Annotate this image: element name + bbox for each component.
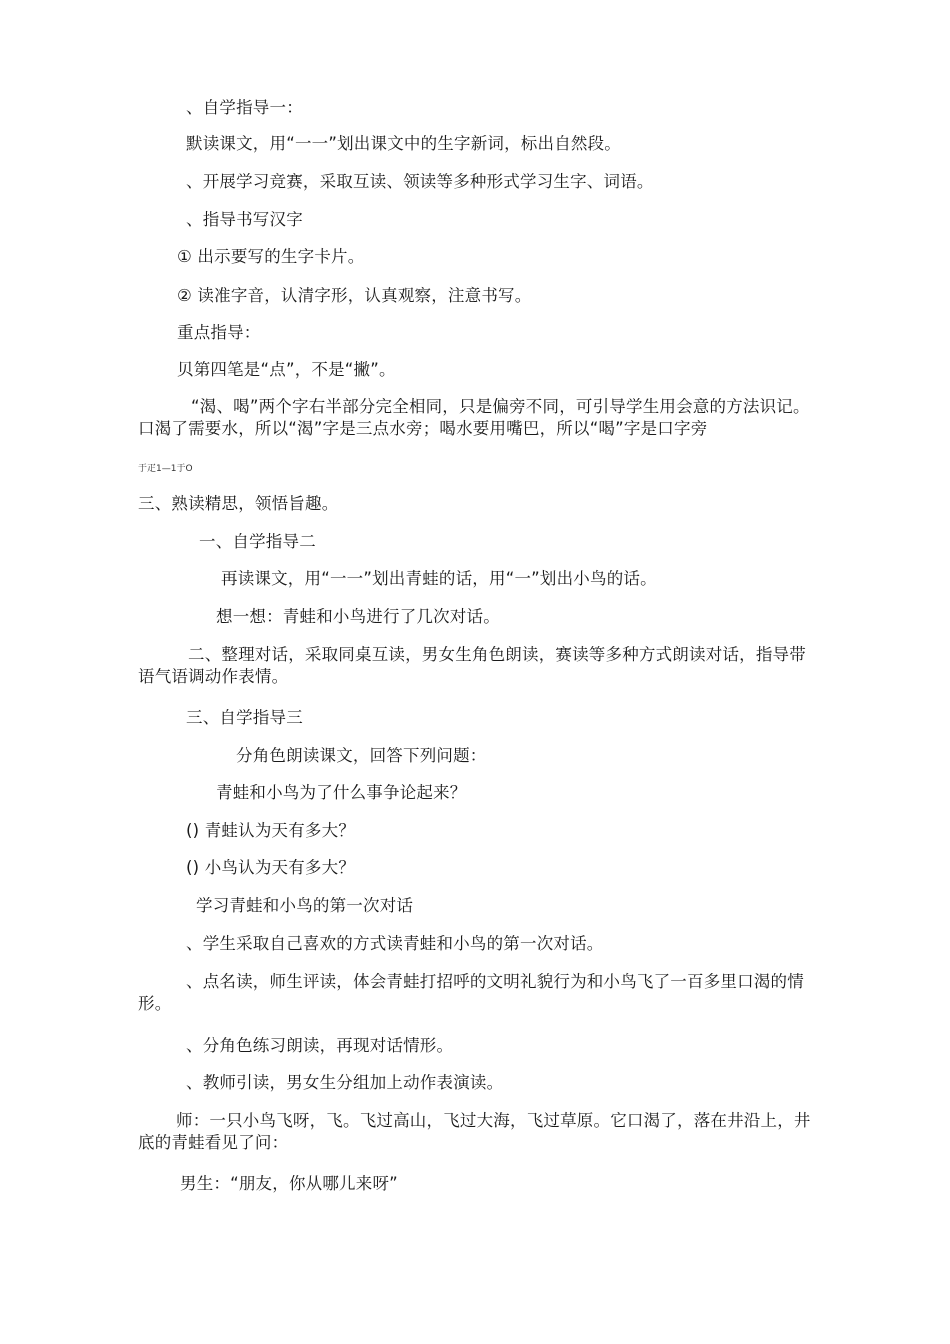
paragraph-teacher-narration (138, 1110, 814, 1154)
paragraph-organize-first-line: 二、整理对话，采取同桌互读，男女生角色朗读，赛读等多种方式朗读对话， (188, 645, 756, 664)
paragraph-organize-rest: 指导带语气语调动作表情。 (138, 645, 806, 686)
paragraph-teacher-rest: 上，井底的青蛙看见了问： (138, 1111, 811, 1152)
section-heading-three: 三、熟读精思，领悟旨趣。 (138, 494, 339, 513)
paragraph-practice-roles: 、分角色练习朗读，再现对话情形。 (186, 1036, 454, 1055)
paragraph-roll-call-reading (138, 971, 814, 1015)
paragraph-reread-text: 再读课文，用“一一”划出青蛙的话，用“一”划出小鸟的话。 (221, 569, 657, 588)
paragraph-teacher-lead: 、教师引读，男女生分组加上动作表演读。 (186, 1073, 504, 1092)
paragraph-teacher-first-line: 师：一只小鸟飞呀，飞。飞过高山，飞过大海，飞过草原。它口渴了，落在井沿 (176, 1111, 761, 1130)
paragraph-students-read: 、学生采取自己喜欢的方式读青蛙和小鸟的第一次对话。 (186, 934, 604, 953)
garbled-footnote: 于疋1—1于O (138, 464, 193, 474)
list-item-show-cards: ① 出示要写的生字卡片。 (177, 247, 365, 266)
paragraph-organize-dialogue (138, 644, 814, 688)
paragraph-ke-he-rest: 法识记。口渴了需要水，所以“渴”字是三点水旁；喝水要用嘴巴，所以“喝”字是口字旁 (138, 397, 810, 438)
list-item-read-pronunciation: ② 读准字音，认清字形，认真观察，注意书写。 (177, 286, 532, 305)
question-bird-sky: () 小鸟认为天有多大？ (186, 858, 356, 877)
paragraph-learning-competition: 、开展学习竞赛，采取互读、领读等多种形式学习生字、词语。 (186, 172, 654, 191)
heading-first-dialogue: 学习青蛙和小鸟的第一次对话 (196, 896, 414, 915)
heading-key-guidance: 重点指导： (177, 323, 261, 342)
heading-self-study-guide-1: 、自学指导一： (186, 98, 303, 117)
paragraph-ke-he-radicals (138, 396, 814, 440)
paragraph-roll-call-first-line: 、点名读，师生评读，体会青蛙打招呼的文明礼貌行为和小鸟飞了一百多里口 (186, 972, 754, 991)
paragraph-roll-call-rest: 渴的情形。 (138, 972, 804, 1013)
heading-self-study-guide-3: 三、自学指导三 (186, 708, 303, 727)
paragraph-think-dialogues: 想一想：青蛙和小鸟进行了几次对话。 (216, 607, 500, 626)
paragraph-role-reading: 分角色朗读课文，回答下列问题： (236, 746, 487, 765)
paragraph-ke-he-first-line: “渴、喝”两个字右半部分完全相同，只是偏旁不同，可引导学生用会意的方 (191, 397, 743, 416)
heading-writing-guidance: 、指导书写汉字 (186, 210, 303, 229)
question-frog-sky: () 青蛙认为天有多大？ (186, 821, 356, 840)
question-argument: 青蛙和小鸟为了什么事争论起来？ (216, 783, 467, 802)
paragraph-bei-stroke: 贝第四笔是“点”，不是“撇”。 (177, 360, 396, 379)
heading-self-study-guide-2: 一、自学指导二 (199, 532, 316, 551)
paragraph-silent-reading: 默读课文，用“一一”划出课文中的生字新词，标出自然段。 (186, 134, 621, 153)
paragraph-boys-line: 男生：“朋友，你从哪儿来呀” (180, 1174, 398, 1193)
